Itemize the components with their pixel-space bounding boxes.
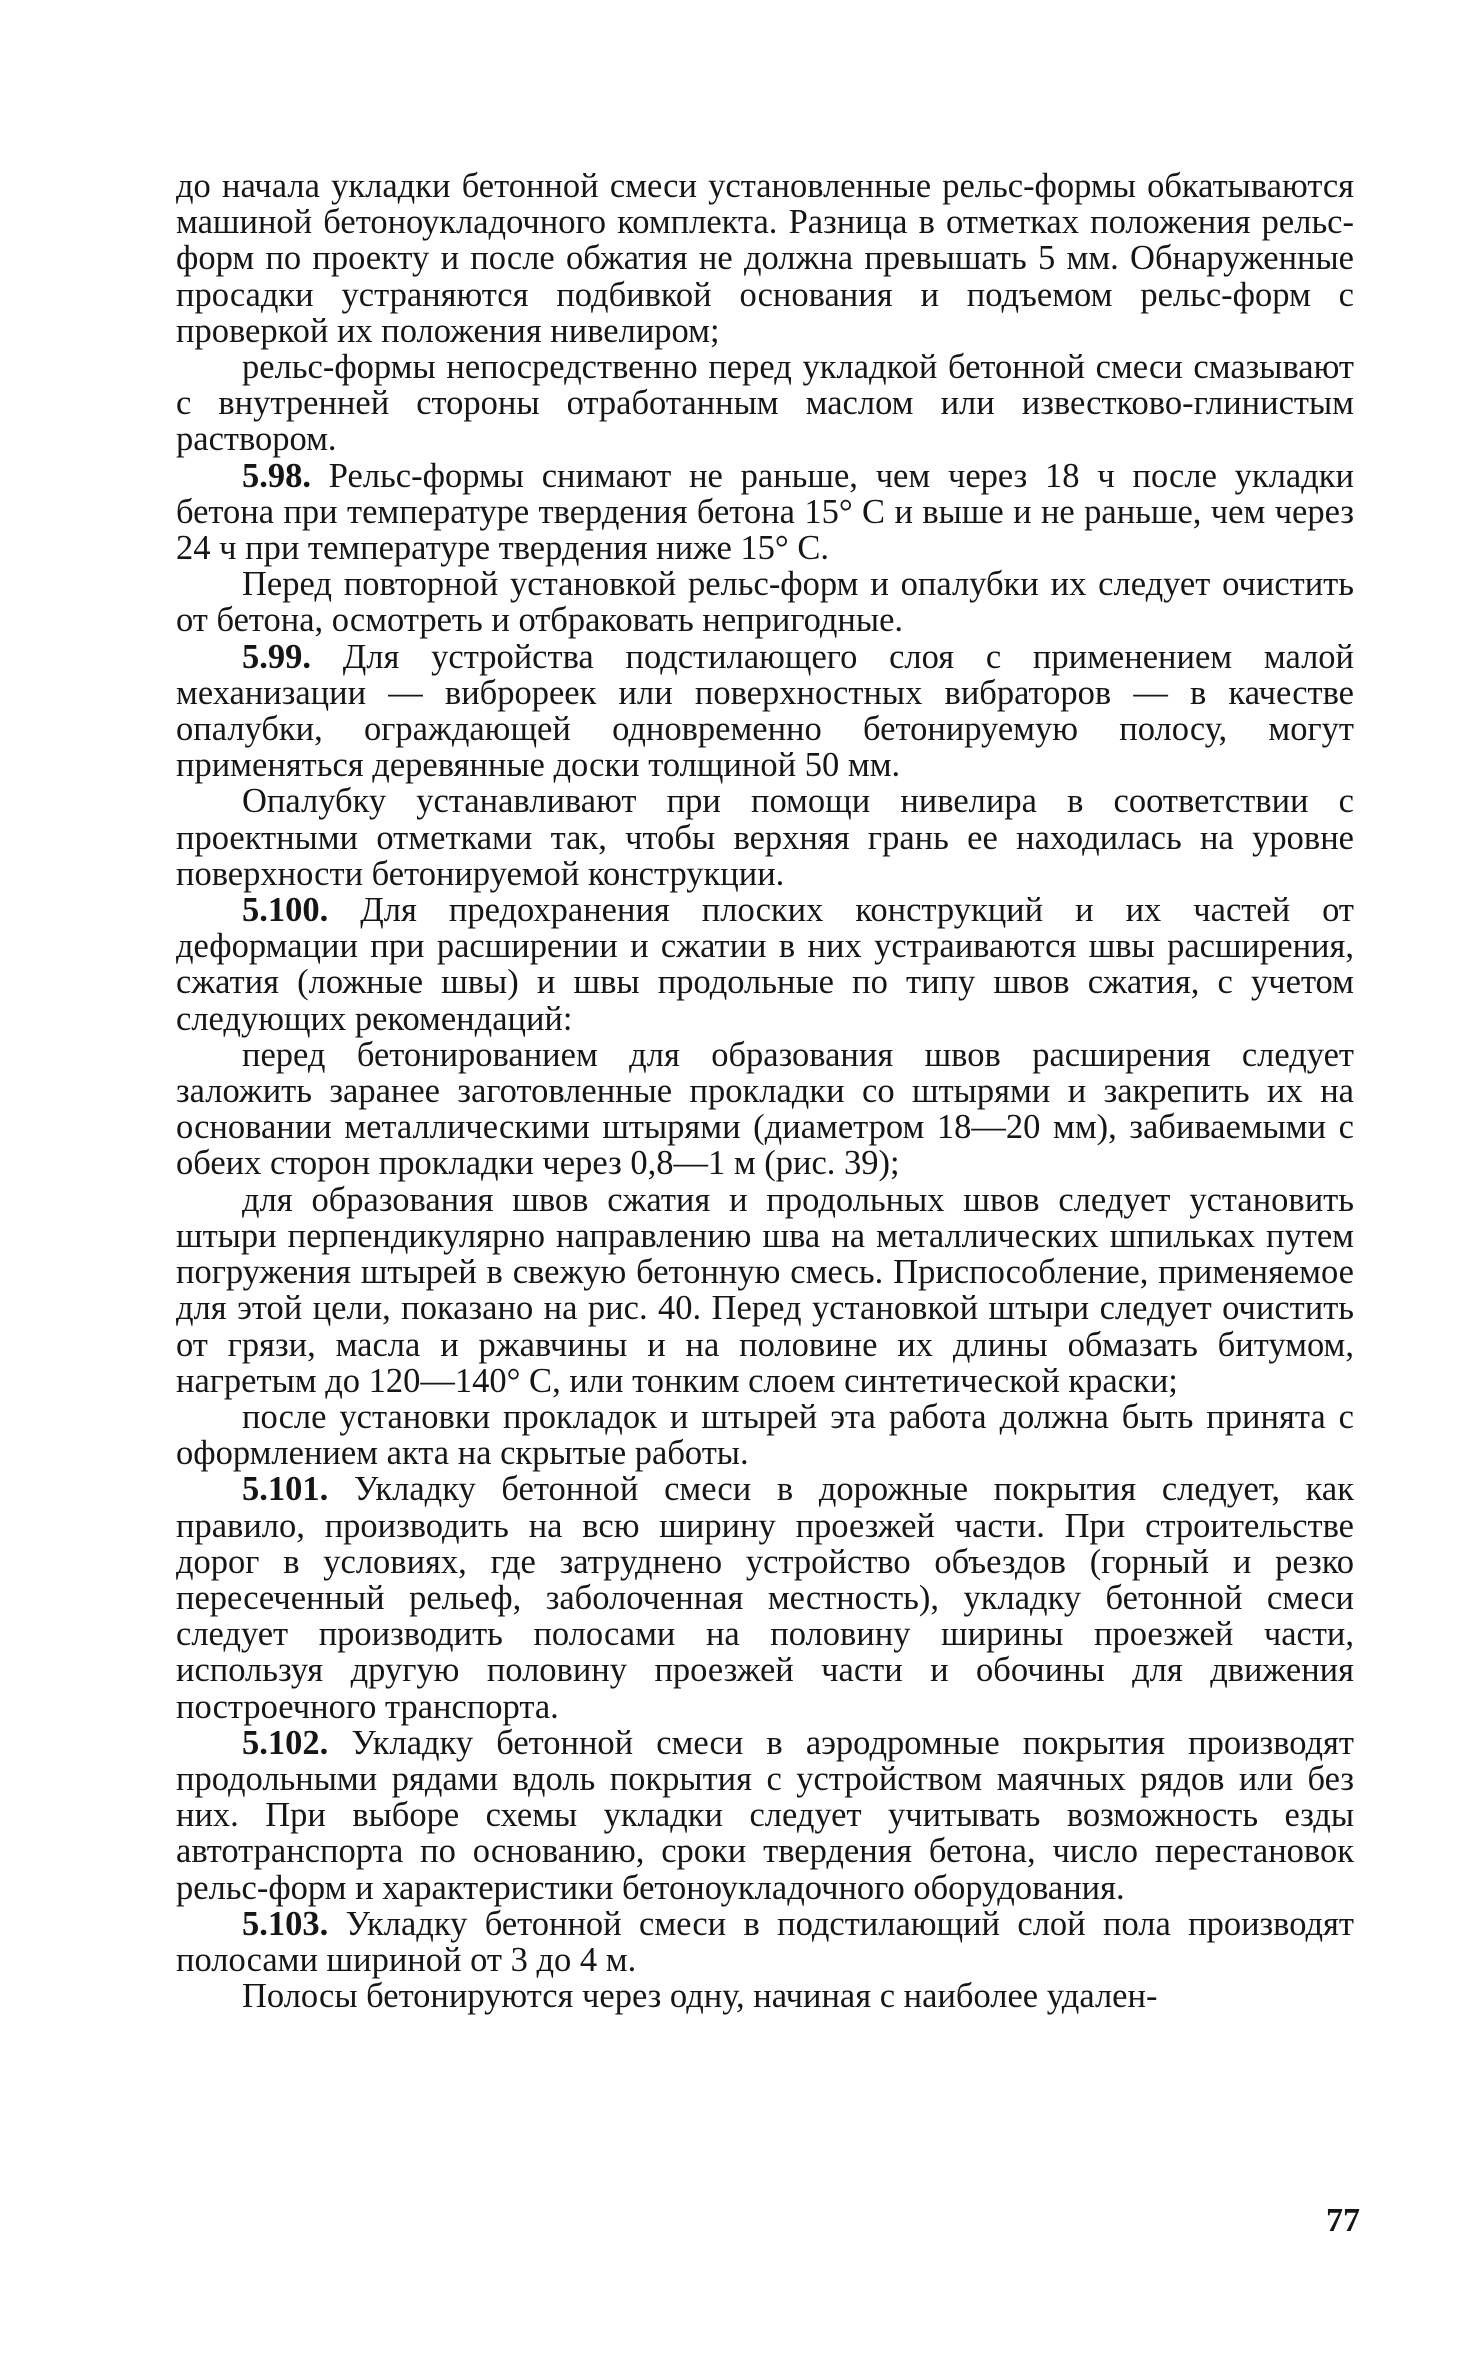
paragraph-5 — [176, 639, 1354, 784]
paragraph-3-text: Рельс-формы снимают не раньше, чем через 18 ч после укладки бетона при температуре твердения бетона 15° С и выше и не раньше, чем через 24 ч при температуре твердения ниже 15° С. — [176, 456, 1355, 568]
paragraph-14-text: Полосы бетонируются через одну, начиная с наиболее удален- — [242, 1977, 1158, 2016]
paragraph-1-text: до начала укладки бетонной смеси установленные рельс-формы обкатываются машиной бетоноукладочного комплекта. Разница в отметках положения рельс-форм по проекту и после обжатия не должна превышать 5 мм. Обнаруженные просадки устраняются подбивкой основания и подъемом рельс-форм с проверкой их положения нивелиром; — [176, 167, 1354, 350]
paragraph-13 — [176, 1906, 1354, 1978]
paragraph-7 — [176, 892, 1354, 1037]
paragraph-9-text: для образования швов сжатия и продольных швов следует установить штыри перпендикулярно направлению шва на металлических шпильках путем погружения штырей в свежую бетонную смесь. Приспособление, применяемое для этой цели, показано на рис. 40. Перед установкой штыри следует очистить от грязи, масла и ржавчины и на половине их длины обмазать битумом, нагретым до 120—140° С, или тонким слоем синтетической краски; — [176, 1180, 1354, 1400]
paragraph-12-text: Укладку бетонной смеси в аэродромные покрытия производят продольными рядами вдоль покрытия с устройством маячных рядов или без них. При выборе схемы укладки следует учитывать возможность езды автотранспорта по основанию, сроки твердения бетона, число перестановок рельс-форм и характеристики бетоноукладочного оборудования. — [176, 1723, 1354, 1907]
paragraph-8 — [176, 1037, 1354, 1182]
paragraph-5-text: Для устройства подстилающего слоя с применением малой механизации — виброреек или поверхностных вибраторов — в качестве опалубки, ограждающей одновременно бетонируемую полосу, могут применяться деревянные доски толщиной 50 мм. — [176, 637, 1354, 785]
paragraph-12 — [176, 1725, 1354, 1906]
paragraph-11-text: Укладку бетонной смеси в дорожные покрытия следует, как правило, производить на всю ширину проезжей части. При строительстве дорог в условиях, где затруднено устройство объездов (горный и резко пересеченный рельеф, заболоченная местность), укладку бетонной смеси следует производить полосами на половину ширины проезжей части, используя другую половину проезжей части и обочины для движения построечного транспорта. — [176, 1470, 1355, 1726]
paragraph-4-text: Перед повторной установкой рельс-форм и опалубки их следует очистить от бетона, осмотреть и отбраковать непригодные. — [176, 565, 1354, 640]
section-number: 5.101. — [242, 1470, 329, 1509]
paragraph-13-text: Укладку бетонной смеси в подстилающий слой пола производят полосами шириной от 3 до 4 м. — [176, 1904, 1354, 1979]
page-number: 77 — [1326, 2202, 1360, 2239]
page-text-block — [176, 168, 1354, 2014]
section-number: 5.103. — [242, 1904, 329, 1943]
paragraph-2-text: рельс-формы непосредственно перед укладкой бетонной смеси смазывают с внутренней стороны отработанным маслом или известково-глинистым раствором. — [176, 348, 1354, 459]
paragraph-9 — [176, 1182, 1354, 1399]
section-number: 5.100. — [242, 891, 329, 930]
section-number: 5.102. — [242, 1723, 329, 1762]
paragraph-1 — [176, 168, 1354, 349]
paragraph-6 — [176, 783, 1354, 892]
paragraph-10-text: после установки прокладок и штырей эта работа должна быть принята с оформлением акта на скрытые работы. — [176, 1397, 1354, 1473]
paragraph-6-text: Опалубку устанавливают при помощи нивелира в соответствии с проектными отметками так, чтобы верхняя грань ее находилась на уровне поверхности бетонируемой конструкции. — [176, 782, 1354, 893]
paragraph-3 — [176, 458, 1354, 567]
paragraph-8-text: перед бетонированием для образования швов расширения следует заложить заранее заготовленные прокладки со штырями и закрепить их на основании металлическими штырями (диаметром 18—20 мм), забиваемыми с обеих сторон прокладки через 0,8—1 м (рис. 39); — [176, 1035, 1354, 1183]
paragraph-11 — [176, 1471, 1354, 1724]
paragraph-7-text: Для предохранения плоских конструкций и их частей от деформации при расширении и сжатии в них устраиваются швы расширения, сжатия (ложные швы) и швы продольные по типу швов сжатия, с учетом следующих рекомендаций: — [176, 891, 1355, 1038]
paragraph-14 — [176, 1978, 1354, 2014]
paragraph-10 — [176, 1399, 1354, 1471]
paragraph-4 — [176, 566, 1354, 638]
paragraph-2 — [176, 349, 1354, 458]
section-number: 5.98. — [242, 456, 311, 495]
section-number: 5.99. — [242, 637, 311, 676]
